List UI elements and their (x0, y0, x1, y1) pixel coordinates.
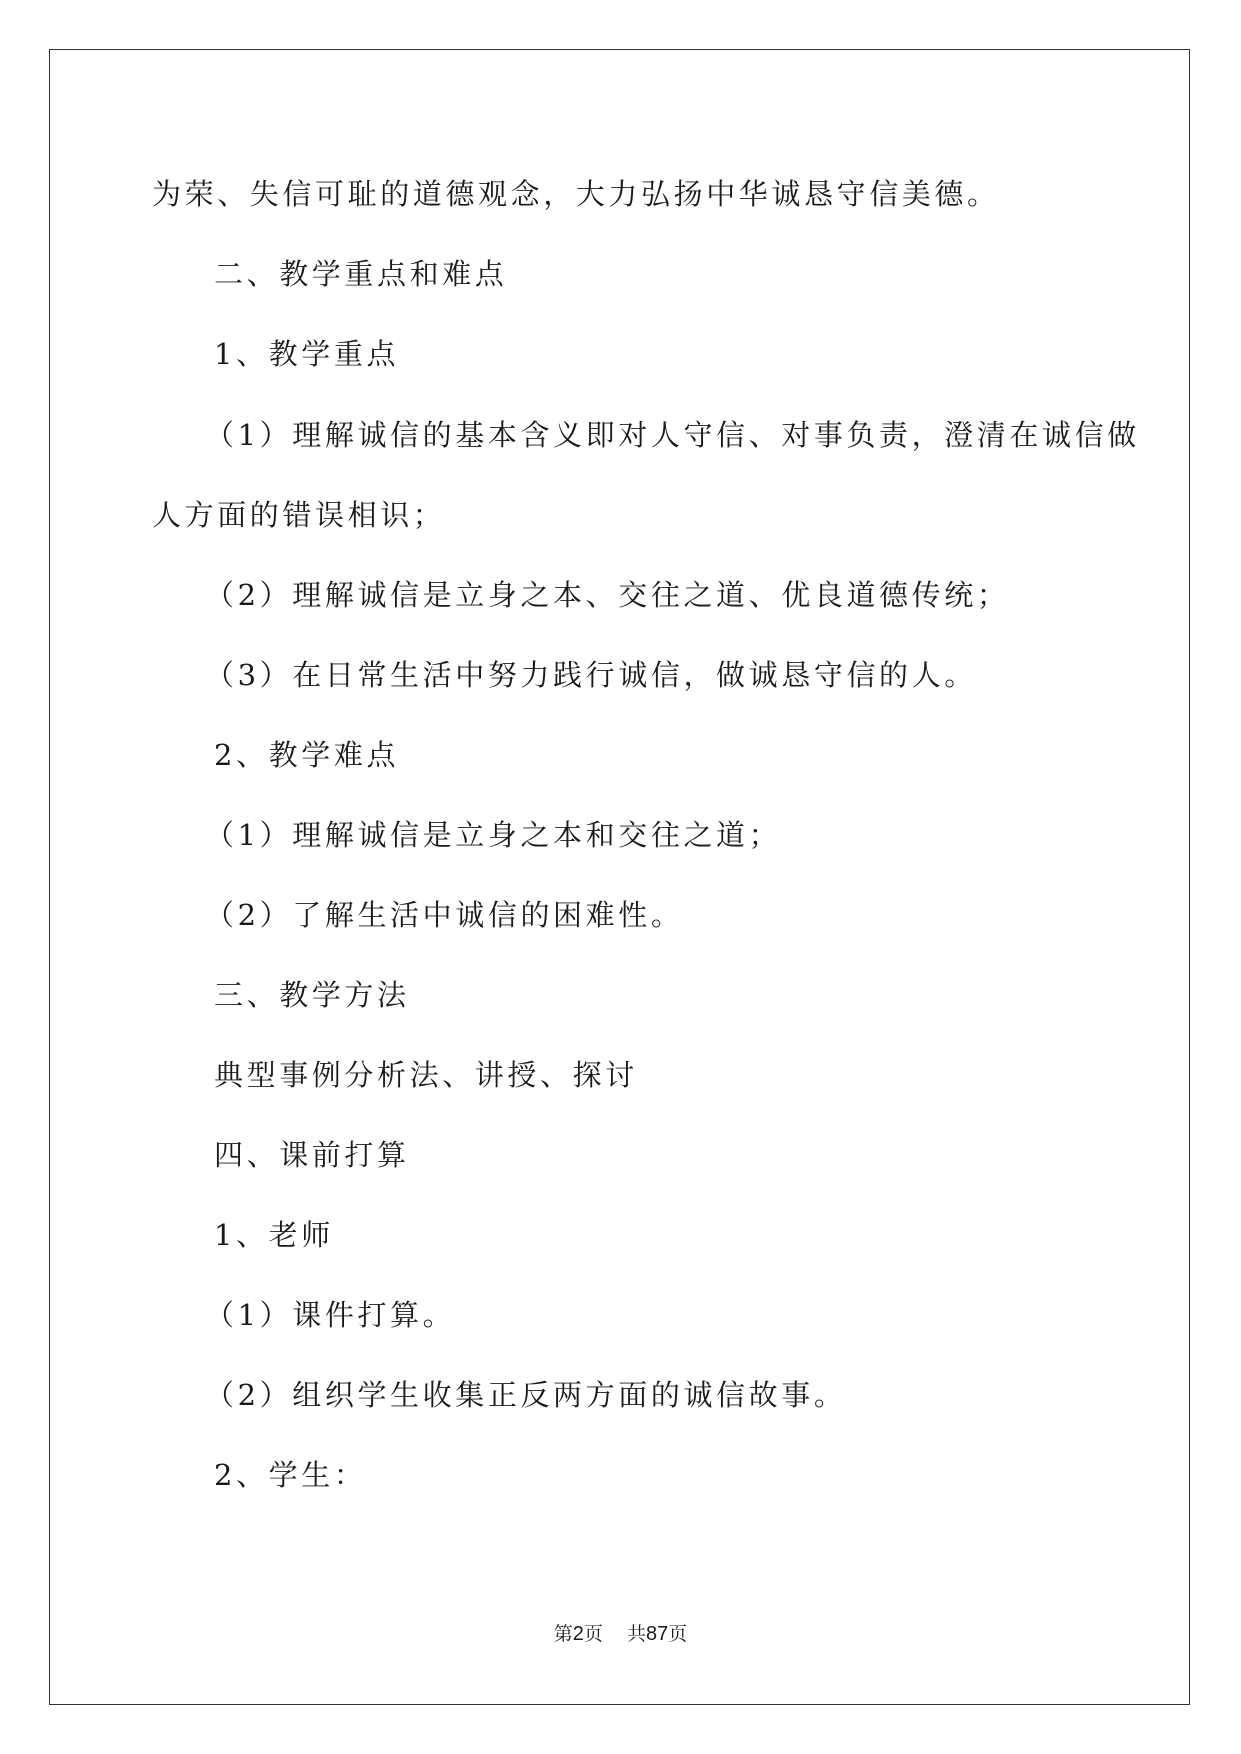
paragraph-line-1: 为荣、失信可耻的道德观念，大力弘扬中华诚恳守信美德。 (152, 177, 1000, 211)
footer-page-number: 2 (572, 1623, 584, 1645)
subheading-teaching-focus: 1、教学重点 (214, 337, 400, 371)
list-item-teacher-2: （2）组织学生收集正反两方面的诚信故事。 (205, 1378, 847, 1412)
section-heading-2: 二、教学重点和难点 (214, 257, 508, 291)
section-heading-3: 三、教学方法 (214, 978, 410, 1012)
footer-prefix: 第 (553, 1623, 573, 1645)
footer-total-prefix: 共 (627, 1623, 647, 1645)
subheading-students: 2、学生： (214, 1458, 367, 1492)
list-item-focus-2: （2）理解诚信是立身之本、交往之道、优良道德传统； (205, 578, 1010, 612)
list-item-focus-1: （1）理解诚信的基本含义即对人守信、对事负责，澄清在诚信做 (205, 418, 1140, 452)
footer-total-pages: 87 (646, 1623, 669, 1645)
paragraph-teaching-methods: 典型事例分析法、讲授、探讨 (214, 1058, 638, 1092)
list-item-focus-1-continued: 人方面的错误相识； (152, 498, 446, 532)
list-item-difficulty-1: （1）理解诚信是立身之本和交往之道； (205, 818, 782, 852)
footer-total-suffix: 页 (668, 1623, 688, 1645)
list-item-teacher-1: （1）课件打算。 (205, 1298, 456, 1332)
footer-page-suffix: 页 (583, 1623, 603, 1645)
list-item-focus-3: （3）在日常生活中努力践行诚信，做诚恳守信的人。 (205, 658, 977, 692)
page-footer (0, 1622, 1241, 1646)
subheading-teaching-difficulty: 2、教学难点 (214, 738, 400, 772)
list-item-difficulty-2: （2）了解生活中诚信的困难性。 (205, 898, 684, 932)
section-heading-4: 四、课前打算 (214, 1138, 410, 1172)
subheading-teacher: 1、老师 (214, 1218, 334, 1252)
